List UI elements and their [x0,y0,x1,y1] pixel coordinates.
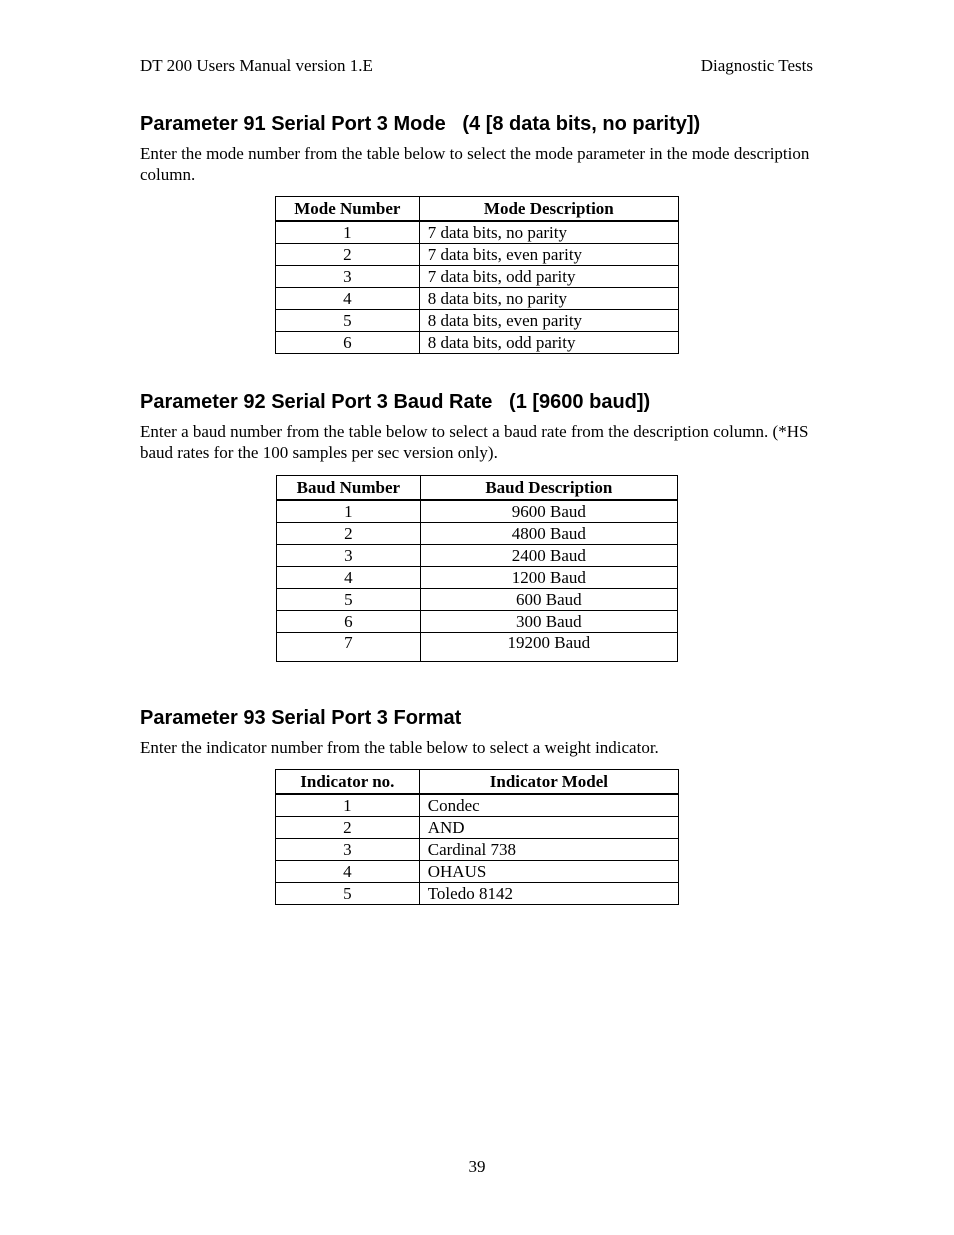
table-row [276,839,679,861]
indicator-model-cell: Toledo 8142 [419,883,678,905]
table-row [276,221,679,244]
table-row [277,523,678,545]
indicator-table [275,769,679,905]
baud-description-cell: 300 Baud [420,611,677,633]
baud-description-cell: 600 Baud [420,589,677,611]
indicator-number-cell: 2 [276,817,420,839]
indicator-model-cell: OHAUS [419,861,678,883]
baud-description-cell: 2400 Baud [420,545,677,567]
indicator-model-cell: Cardinal 738 [419,839,678,861]
table-row [277,611,678,633]
baud-table [276,475,678,662]
baud-number-cell: 3 [277,545,421,567]
mode-number-cell: 4 [276,288,420,310]
running-header-section: Diagnostic Tests [700,56,813,75]
column-header-indicator-model: Indicator Model [419,770,678,795]
section-heading-parameter-92: Parameter 92 Serial Port 3 Baud Rate (1 [9600 baud]) [140,391,651,413]
column-header-indicator-no: Indicator no. [276,770,420,795]
mode-number-cell: 3 [276,266,420,288]
baud-number-cell: 6 [277,611,421,633]
baud-number-cell: 1 [277,500,421,523]
mode-number-cell: 6 [276,332,420,354]
indicator-model-cell: Condec [419,794,678,817]
page-number: 39 [468,1157,486,1176]
table-row [276,817,679,839]
table-header-row [276,770,679,795]
table-row [277,567,678,589]
mode-description-cell: 8 data bits, even parity [419,310,678,332]
indicator-number-cell: 4 [276,861,420,883]
mode-table [275,196,679,354]
mode-description-cell: 8 data bits, no parity [419,288,678,310]
table-row [276,794,679,817]
mode-description-cell: 7 data bits, even parity [419,244,678,266]
mode-description-cell: 7 data bits, no parity [419,221,678,244]
baud-number-cell: 5 [277,589,421,611]
baud-description-cell: 1200 Baud [420,567,677,589]
section-text-parameter-91: Enter the mode number from the table below to select the mode parameter in the mode description column. [140,144,810,184]
table-row [276,288,679,310]
table-row [276,332,679,354]
mode-description-cell: 7 data bits, odd parity [419,266,678,288]
table-header-row [277,476,678,501]
section-heading-parameter-91: Parameter 91 Serial Port 3 Mode (4 [8 data bits, no parity]) [140,113,701,135]
mode-description-cell: 8 data bits, odd parity [419,332,678,354]
table-row [276,861,679,883]
column-header-mode-description: Mode Description [419,197,678,222]
baud-description-cell: 9600 Baud [420,500,677,523]
table-row [276,244,679,266]
table-row [276,310,679,332]
column-header-baud-number: Baud Number [277,476,421,501]
mode-number-cell: 2 [276,244,420,266]
table-row [277,589,678,611]
baud-description-cell: 4800 Baud [420,523,677,545]
indicator-number-cell: 5 [276,883,420,905]
table-header-row [276,197,679,222]
table-row [277,545,678,567]
mode-number-cell: 5 [276,310,420,332]
running-header-title: DT 200 Users Manual version 1.E [140,56,373,75]
table-row [276,883,679,905]
mode-number-cell: 1 [276,221,420,244]
indicator-number-cell: 3 [276,839,420,861]
section-text-parameter-93: Enter the indicator number from the table below to select a weight indicator. [140,738,659,757]
section-text-parameter-92: Enter a baud number from the table below to select a baud rate from the description column. (*HS baud rates for the 100 samples per sec version only). [140,422,809,462]
table-row [277,500,678,523]
baud-number-cell: 4 [277,567,421,589]
column-header-mode-number: Mode Number [276,197,420,222]
baud-number-cell: 2 [277,523,421,545]
column-header-baud-description: Baud Description [420,476,677,501]
table-row [277,633,678,662]
table-row [276,266,679,288]
baud-number-cell: 7 [277,633,421,662]
baud-description-cell: 19200 Baud [420,633,677,662]
indicator-number-cell: 1 [276,794,420,817]
indicator-model-cell: AND [419,817,678,839]
section-heading-parameter-93: Parameter 93 Serial Port 3 Format [140,707,462,729]
